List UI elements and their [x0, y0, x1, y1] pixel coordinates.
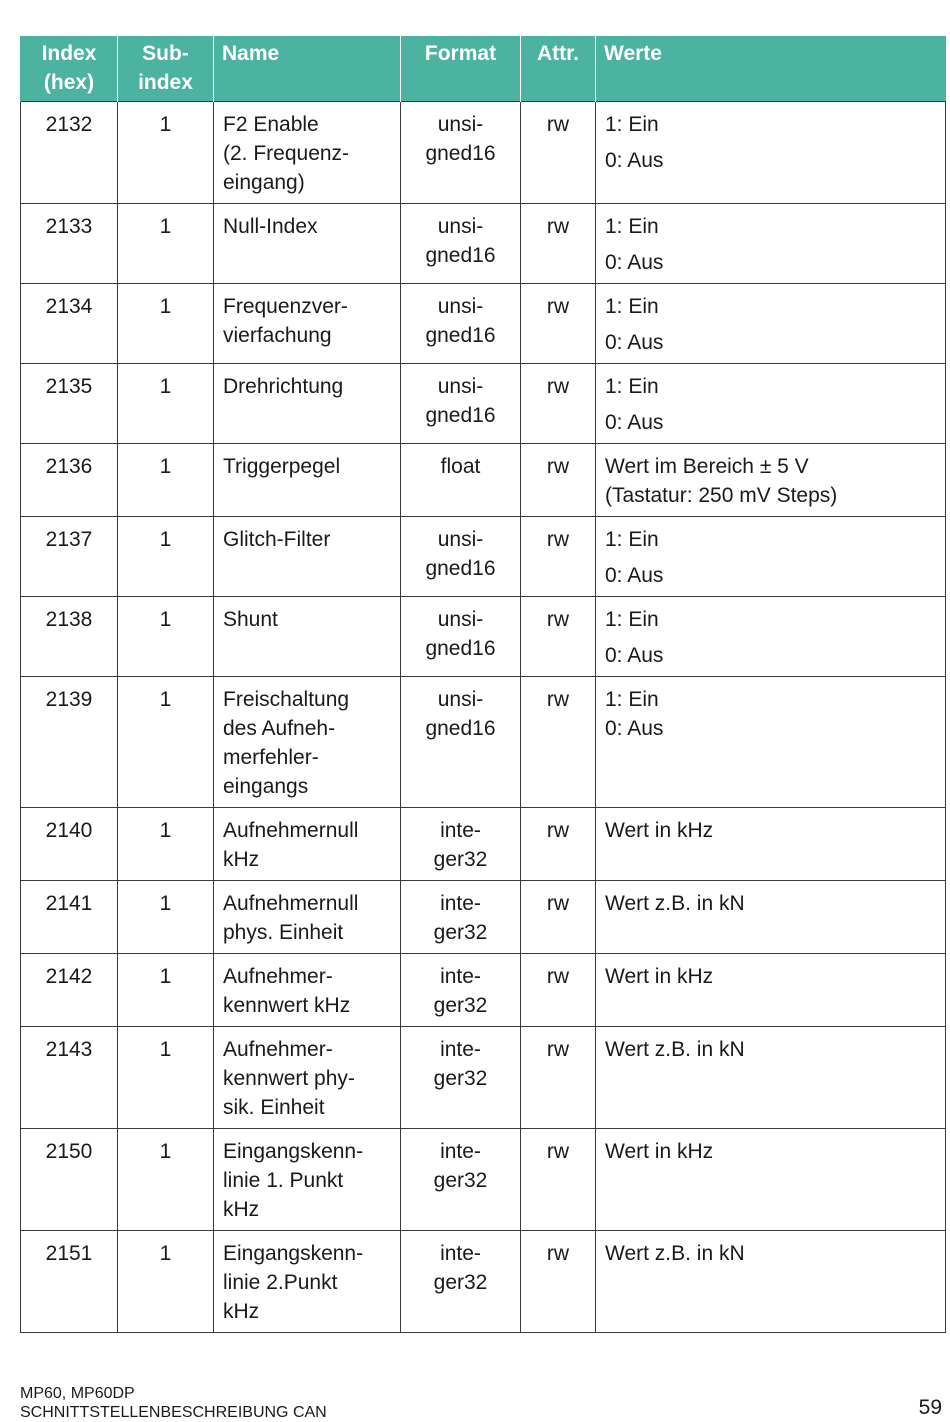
cell-format-line: ger32 — [433, 1067, 488, 1090]
cell-name — [214, 954, 401, 1027]
cell-index: 2134 — [21, 284, 118, 364]
cell-subindex: 1 — [118, 204, 214, 284]
cell-value-line: 0: Aus — [605, 251, 664, 274]
cell-subindex: 1 — [118, 954, 214, 1027]
header-attr: Attr. — [521, 36, 596, 102]
cell-value-line: Wert in kHz — [605, 965, 714, 988]
cell-attr: rw — [521, 677, 596, 808]
cell-values — [596, 364, 946, 444]
table-row — [21, 808, 946, 881]
cell-name-line: Frequenzver- — [223, 295, 348, 318]
cell-attr: rw — [521, 954, 596, 1027]
cell-name-line: kHz — [223, 1198, 260, 1221]
cell-name-line: vierfachung — [223, 324, 332, 347]
cell-format — [401, 808, 521, 881]
cell-attr: rw — [521, 444, 596, 517]
cell-format-line: unsi- — [437, 688, 484, 711]
cell-name — [214, 364, 401, 444]
cell-format-line: unsi- — [437, 215, 484, 238]
table-row — [21, 677, 946, 808]
cell-name — [214, 881, 401, 954]
cell-subindex: 1 — [118, 284, 214, 364]
cell-values — [596, 1129, 946, 1231]
cell-format-line: ger32 — [433, 921, 488, 944]
cell-name-line: kennwert phy- — [223, 1067, 355, 1090]
cell-value-line: 1: Ein — [605, 113, 659, 136]
cell-name — [214, 1027, 401, 1129]
cell-value-line: 0: Aus — [605, 644, 664, 667]
cell-format-line: inte- — [440, 1242, 481, 1265]
cell-name-line: Shunt — [223, 608, 278, 631]
table-row — [21, 364, 946, 444]
cell-format-line: gned16 — [425, 557, 496, 580]
header-subindex-line1: Sub- — [142, 42, 189, 65]
cell-subindex: 1 — [118, 677, 214, 808]
cell-format-line: gned16 — [425, 142, 496, 165]
cell-name-line: eingang) — [223, 171, 305, 194]
cell-name-line: Eingangskenn- — [223, 1140, 364, 1163]
cell-format-line: unsi- — [437, 375, 484, 398]
cell-name — [214, 204, 401, 284]
cell-name-line: Aufnehmer- — [223, 1038, 333, 1061]
cell-format-line: gned16 — [425, 324, 496, 347]
cell-value-line: 0: Aus — [605, 331, 664, 354]
cell-name-line: linie 1. Punkt — [223, 1169, 344, 1192]
cell-format-line: gned16 — [425, 404, 496, 427]
cell-subindex: 1 — [118, 364, 214, 444]
cell-format-line: inte- — [440, 819, 481, 842]
cell-index: 2150 — [21, 1129, 118, 1231]
cell-format — [401, 881, 521, 954]
cell-format — [401, 204, 521, 284]
header-format: Format — [401, 36, 521, 102]
cell-format-line: unsi- — [437, 528, 484, 551]
cell-name — [214, 677, 401, 808]
cell-values — [596, 677, 946, 808]
cell-format-line: gned16 — [425, 717, 496, 740]
table-row — [21, 204, 946, 284]
cell-name-line: merfehler- — [223, 746, 319, 769]
cell-format — [401, 597, 521, 677]
cell-values — [596, 444, 946, 517]
cell-index: 2139 — [21, 677, 118, 808]
cell-subindex: 1 — [118, 1129, 214, 1231]
cell-subindex: 1 — [118, 597, 214, 677]
table-row — [21, 284, 946, 364]
page-number: 59 — [918, 1396, 942, 1419]
cell-subindex: 1 — [118, 808, 214, 881]
cell-format-line: ger32 — [433, 994, 488, 1017]
cell-name-line: Aufnehmer- — [223, 965, 333, 988]
cell-value-line: Wert im Bereich ± 5 V — [605, 455, 809, 478]
cell-name-line: Glitch-Filter — [223, 528, 331, 551]
table-row — [21, 1231, 946, 1333]
cell-format-line: unsi- — [437, 295, 484, 318]
cell-value-line: Wert in kHz — [605, 819, 714, 842]
cell-value-line: Wert z.B. in kN — [605, 1242, 745, 1265]
cell-index: 2142 — [21, 954, 118, 1027]
cell-values — [596, 954, 946, 1027]
cell-name — [214, 1231, 401, 1333]
cell-format-line: gned16 — [425, 637, 496, 660]
cell-name — [214, 597, 401, 677]
cell-value-line: Wert in kHz — [605, 1140, 714, 1163]
cell-name-line: sik. Einheit — [223, 1096, 325, 1119]
cell-index: 2137 — [21, 517, 118, 597]
cell-name-line: Null-Index — [223, 215, 318, 238]
cell-index: 2141 — [21, 881, 118, 954]
cell-format — [401, 517, 521, 597]
header-index — [21, 36, 118, 102]
table-row — [21, 1129, 946, 1231]
cell-index: 2136 — [21, 444, 118, 517]
table-row — [21, 597, 946, 677]
cell-value-line: Wert z.B. in kN — [605, 892, 745, 915]
cell-format — [401, 1027, 521, 1129]
cell-value-line: (Tastatur: 250 mV Steps) — [605, 484, 838, 507]
cell-name-line: kHz — [223, 1300, 260, 1323]
cell-subindex: 1 — [118, 102, 214, 204]
cell-name-line: eingangs — [223, 775, 309, 798]
cell-values — [596, 284, 946, 364]
cell-attr: rw — [521, 597, 596, 677]
header-index-line1: Index — [41, 42, 97, 65]
cell-values — [596, 1231, 946, 1333]
table-body — [21, 102, 946, 1333]
cell-format-line: float — [440, 455, 481, 478]
cell-format — [401, 444, 521, 517]
table-header-row — [21, 36, 946, 102]
cell-subindex: 1 — [118, 517, 214, 597]
cell-format-line: unsi- — [437, 113, 484, 136]
cell-format — [401, 364, 521, 444]
cell-value-line: Wert z.B. in kN — [605, 1038, 745, 1061]
cell-format-line: inte- — [440, 965, 481, 988]
cell-format — [401, 954, 521, 1027]
cell-name-line: linie 2.Punkt — [223, 1271, 338, 1294]
cell-index: 2143 — [21, 1027, 118, 1129]
cell-name-line: Eingangskenn- — [223, 1242, 364, 1265]
cell-format-line: gned16 — [425, 244, 496, 267]
cell-value-line: 1: Ein — [605, 295, 659, 318]
cell-format-line: ger32 — [433, 1169, 488, 1192]
cell-values — [596, 102, 946, 204]
cell-name-line: Triggerpegel — [223, 455, 341, 478]
cell-values — [596, 881, 946, 954]
cell-attr: rw — [521, 1027, 596, 1129]
header-subindex-line2: index — [138, 71, 193, 94]
cell-index: 2133 — [21, 204, 118, 284]
cell-value-line: 0: Aus — [605, 717, 664, 740]
cell-name-line: kHz — [223, 848, 260, 871]
table-row — [21, 444, 946, 517]
cell-format — [401, 1231, 521, 1333]
cell-name — [214, 1129, 401, 1231]
cell-values — [596, 808, 946, 881]
cell-value-line: 1: Ein — [605, 608, 659, 631]
cell-format — [401, 284, 521, 364]
cell-subindex: 1 — [118, 444, 214, 517]
cell-values — [596, 517, 946, 597]
cell-name-line: phys. Einheit — [223, 921, 344, 944]
cell-format-line: inte- — [440, 1140, 481, 1163]
cell-value-line: 1: Ein — [605, 688, 659, 711]
table-row — [21, 881, 946, 954]
cell-format-line: unsi- — [437, 608, 484, 631]
cell-attr: rw — [521, 881, 596, 954]
cell-value-line: 0: Aus — [605, 564, 664, 587]
cell-name-line: kennwert kHz — [223, 994, 351, 1017]
cell-format-line: inte- — [440, 1038, 481, 1061]
cell-index: 2135 — [21, 364, 118, 444]
cell-name-line: F2 Enable — [223, 113, 319, 136]
cell-format-line: ger32 — [433, 848, 488, 871]
cell-format — [401, 677, 521, 808]
cell-name — [214, 102, 401, 204]
cell-index: 2140 — [21, 808, 118, 881]
cell-subindex: 1 — [118, 1231, 214, 1333]
header-name: Name — [214, 36, 401, 102]
header-subindex — [118, 36, 214, 102]
cell-name-line: Aufnehmernull — [223, 892, 359, 915]
cell-index: 2138 — [21, 597, 118, 677]
cell-name-line: Drehrichtung — [223, 375, 344, 398]
cell-attr: rw — [521, 1129, 596, 1231]
cell-value-line: 1: Ein — [605, 215, 659, 238]
cell-attr: rw — [521, 808, 596, 881]
cell-values — [596, 1027, 946, 1129]
cell-format — [401, 102, 521, 204]
cell-values — [596, 597, 946, 677]
footer-doc-info — [20, 1384, 327, 1422]
cell-name — [214, 517, 401, 597]
cell-value-line: 1: Ein — [605, 375, 659, 398]
footer-doc-title: SCHNITTSTELLENBESCHREIBUNG CAN — [20, 1404, 327, 1421]
cell-attr: rw — [521, 1231, 596, 1333]
cell-value-line: 0: Aus — [605, 149, 664, 172]
footer-product: MP60, MP60DP — [20, 1385, 135, 1402]
header-index-line2: (hex) — [43, 71, 95, 94]
header-values: Werte — [596, 36, 946, 102]
parameter-table — [20, 36, 946, 1333]
cell-format-line: ger32 — [433, 1271, 488, 1294]
table-row — [21, 102, 946, 204]
cell-index: 2151 — [21, 1231, 118, 1333]
cell-name — [214, 808, 401, 881]
table-row — [21, 517, 946, 597]
cell-attr: rw — [521, 102, 596, 204]
cell-name-line: des Aufneh- — [223, 717, 336, 740]
cell-format — [401, 1129, 521, 1231]
cell-index: 2132 — [21, 102, 118, 204]
cell-attr: rw — [521, 204, 596, 284]
cell-name-line: (2. Frequenz- — [223, 142, 350, 165]
table-row — [21, 1027, 946, 1129]
table-row — [21, 954, 946, 1027]
cell-attr: rw — [521, 517, 596, 597]
cell-value-line: 1: Ein — [605, 528, 659, 551]
cell-format-line: inte- — [440, 892, 481, 915]
cell-name — [214, 284, 401, 364]
cell-subindex: 1 — [118, 881, 214, 954]
cell-values — [596, 204, 946, 284]
cell-attr: rw — [521, 284, 596, 364]
cell-name — [214, 444, 401, 517]
cell-attr: rw — [521, 364, 596, 444]
cell-subindex: 1 — [118, 1027, 214, 1129]
cell-name-line: Freischaltung — [223, 688, 350, 711]
cell-name-line: Aufnehmernull — [223, 819, 359, 842]
cell-value-line: 0: Aus — [605, 411, 664, 434]
